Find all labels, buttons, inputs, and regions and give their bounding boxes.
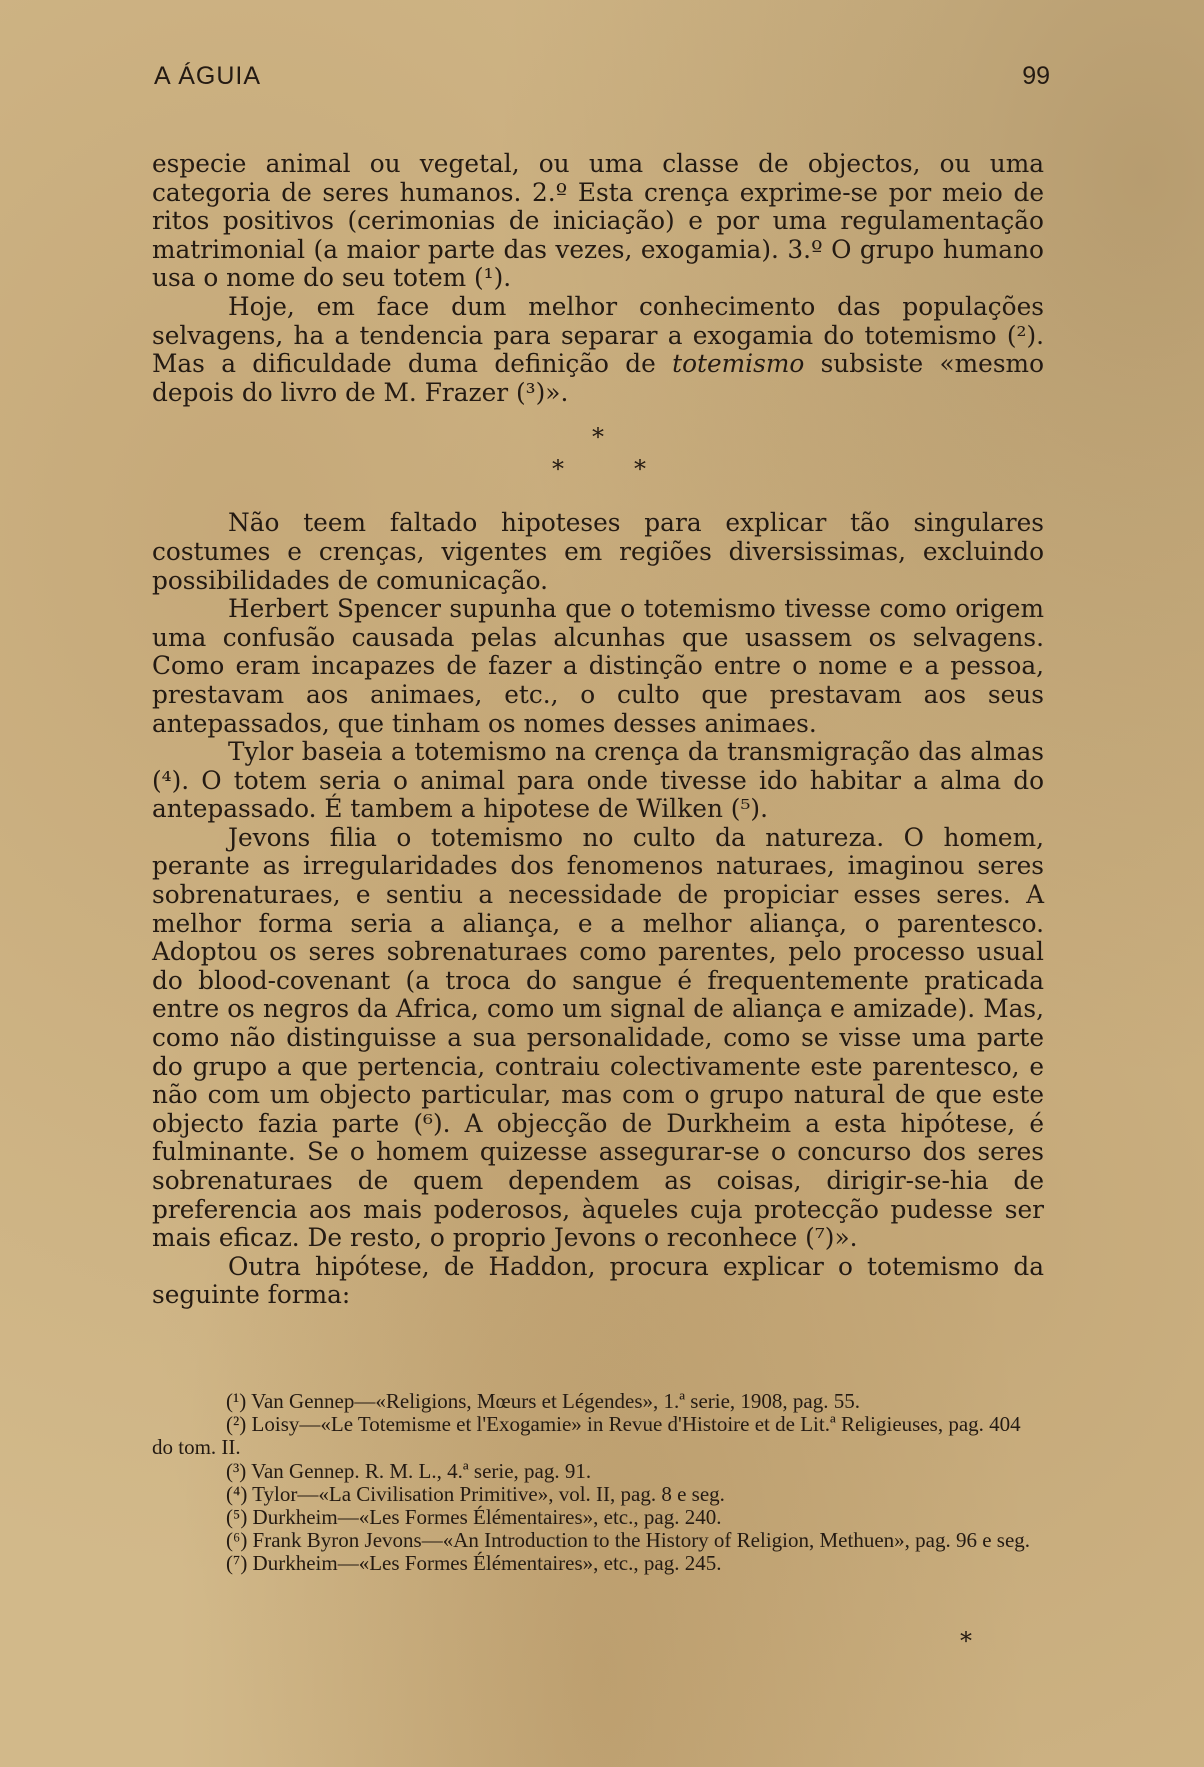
paragraph-7: Outra hipótese, de Haddon, procura explicar o totemismo da seguinte forma: — [152, 1251, 1044, 1310]
footnote: (⁶) Frank Byron Jevons—«An Introduction to the History of Religion, Methuen», pag. 96 e seg. — [226, 1528, 1031, 1553]
body-text — [152, 150, 1044, 1310]
paragraph-2-text: Hoje, em face dum melhor conhecimento das populações selvagens, ha a tendencia para separar a exogamia do totemismo (²). Mas a dificuldade duma definição de — [152, 291, 1044, 379]
paragraph-2 — [152, 293, 1044, 407]
asterism-star: * — [592, 423, 604, 452]
section-break-asterism — [152, 413, 1044, 509]
footnotes — [152, 1390, 1042, 1576]
paragraph-6: Jevons filia o totemismo no culto da natureza. O homem, perante as irregularidades dos fenomenos naturaes, imaginou seres sobrenaturaes, e sentiu a necessidade de propiciar esses seres. A melhor forma seria a aliança, e a melhor aliança, o parentesco. Adoptou os seres sobrenaturaes como parentes, pelo processo usual do blood-covenant (a troca do sangue é frequentemente praticada entre os negros da Africa, como um signal de aliança e amizade). Mas, como não distinguisse a sua personalidade, como se visse uma parte do grupo a que pertencia, contraiu colectivamente este parentesco, e não com um objecto particular, mas com o grupo natural de que este objecto fazia parte (⁶). A objecção de Durkheim a esta hipótese, é fulminante. Se o homem quizesse assegurar-se o concurso dos seres sobrenaturaes de quem dependem as coisas, dirigir-se-hia de preferencia aos mais poderosos, àqueles cuja protecção pudesse ser mais eficaz. De resto, o proprio Jevons o reconhece (⁷)». — [152, 822, 1044, 1253]
paragraph-5: Tylor baseia a totemismo na crença da transmigração das almas (⁴). O totem seria o animal para onde tivesse ido habitar a alma do antepassado. É tambem a hipotese de Wilken (⁵). — [152, 737, 1044, 824]
footnote: (¹) Van Gennep—«Religions, Mœurs et Légendes», 1.ª serie, 1908, pag. 55. — [226, 1389, 860, 1413]
page-number: 99 — [1022, 62, 1050, 90]
paragraph-2-end: subsiste «mesmo depois do livro de M. Frazer (³)». — [152, 349, 1045, 407]
paragraph-1: especie animal ou vegetal, ou uma classe de objectos, ou uma categoria de seres humanos. 2.º Esta crença exprime-se por meio de ritos positivos (cerimonias de iniciação) e por uma regulamentação matrimonial (a maior parte das vezes, exogamia). 3.º O grupo humano usa o nome do seu totem (¹). — [152, 149, 1044, 293]
paragraph-2-italic-term: totemismo — [672, 349, 805, 379]
footnote: (²) Loisy—«Le Totemisme et l'Exogamie» in Revue d'Histoire et de Lit.ª Religieuses, pag. 404 do tom. II. — [152, 1412, 1021, 1460]
paragraph-4: Herbert Spencer supunha que o totemismo tivesse como origem uma confusão causada pelas alcunhas que usassem os selvagens. Como eram incapazes de fazer a distinção entre o nome e a pessoa, prestavam aos animaes, etc., o culto que prestavam aos seus antepassados, que tinham os nomes desses animaes. — [152, 594, 1044, 738]
asterism-star: * — [634, 455, 646, 484]
footnote: (³) Van Gennep. R. M. L., 4.ª serie, pag. 91. — [226, 1458, 592, 1483]
footnote: (⁵) Durkheim—«Les Formes Élémentaires», etc., pag. 240. — [226, 1505, 722, 1530]
asterism-star: * — [552, 455, 564, 484]
footnote: (⁷) Durkheim—«Les Formes Élémentaires», etc., pag. 245. — [226, 1551, 722, 1576]
page-header — [154, 62, 1050, 102]
running-title: A ÁGUIA — [154, 62, 262, 90]
end-mark-asterisk: * — [960, 1627, 972, 1655]
footnote: (⁴) Tylor—«La Civilisation Primitive», vol. II, pag. 8 e seg. — [226, 1481, 725, 1506]
paragraph-3: Não teem faltado hipoteses para explicar tão singulares costumes e crenças, vigentes em regiões diversissimas, excluindo possibilidades de comunicação. — [152, 508, 1044, 595]
